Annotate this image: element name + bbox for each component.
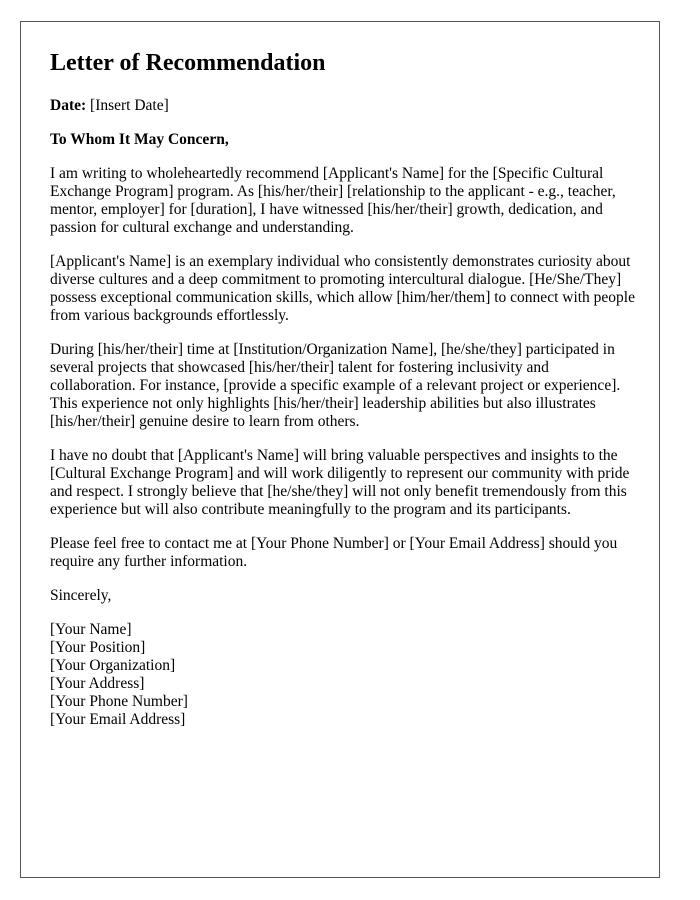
body-paragraph-1: I am writing to wholeheartedly recommend [Applicant's Name] for the [Specific Cultural Exchange Program] program. As [his/her/their] [relationship to the applicant - e.g., teacher, mentor, employer] for [duration], I have witnessed [his/her/their] growth, dedication, and passion for cultural exchange and understanding. — [50, 165, 616, 236]
greeting: To Whom It May Concern, — [50, 131, 229, 148]
signature-name: [Your Name] — [50, 621, 132, 638]
body-paragraph-5: Please feel free to contact me at [Your Phone Number] or [Your Email Address] should you require any further information. — [50, 535, 618, 570]
letter-content — [50, 48, 638, 729]
signature-address: [Your Address] — [50, 675, 145, 692]
signature-position: [Your Position] — [50, 639, 146, 656]
signature-organization: [Your Organization] — [50, 657, 176, 674]
body-paragraph-3: During [his/her/their] time at [Institution/Organization Name], [he/she/they] participated in several projects that showcased [his/her/their] talent for fostering inclusivity and collaboration. For instance, [provide a specific example of a relevant project or experience]. This experience not only highlights [his/her/their] leadership abilities but also illustrates [his/her/their] genuine desire to learn from others. — [50, 341, 621, 430]
signature-phone: [Your Phone Number] — [50, 693, 188, 710]
letter-title: Letter of Recommendation — [50, 50, 326, 76]
date-label: Date: — [50, 97, 87, 114]
signature-block — [50, 621, 638, 729]
body-paragraph-4: I have no doubt that [Applicant's Name] will bring valuable perspectives and insights to the [Cultural Exchange Program] and will work diligently to represent our community with pride and respect. I strongly believe that [he/she/they] will not only benefit tremendously from this experience but will also contribute meaningfully to the program and its participants. — [50, 447, 630, 518]
letter-page — [20, 21, 660, 878]
date-line — [50, 97, 638, 115]
closing: Sincerely, — [50, 587, 112, 604]
date-value: [Insert Date] — [90, 97, 169, 114]
signature-email: [Your Email Address] — [50, 711, 186, 728]
body-paragraph-2: [Applicant's Name] is an exemplary individual who consistently demonstrates curiosity about diverse cultures and a deep commitment to promoting intercultural dialogue. [He/She/They] possess exceptional communication skills, which allow [him/her/them] to connect with people from various backgrounds effortlessly. — [50, 253, 635, 324]
